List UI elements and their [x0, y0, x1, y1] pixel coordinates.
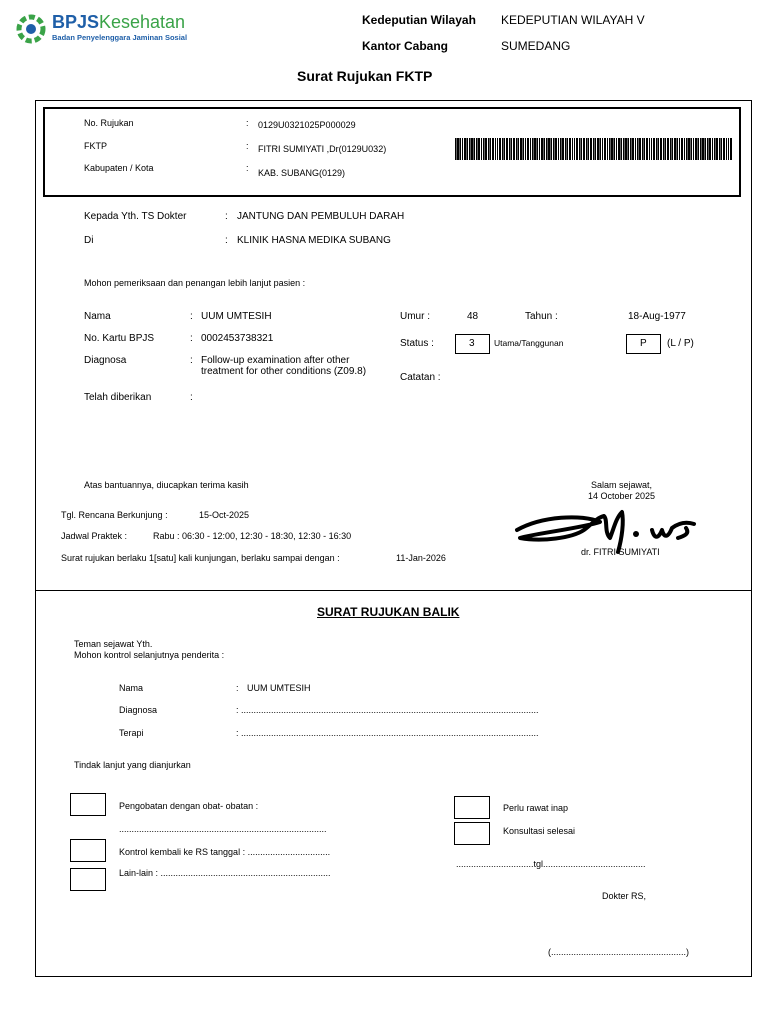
- diagnosa-line-2: treatment for other conditions (Z09.8): [201, 366, 367, 377]
- colon: :: [190, 311, 193, 322]
- colon: :: [190, 392, 193, 403]
- doctor-name: dr. FITRI SUMIYATI: [581, 547, 660, 557]
- kantor-label: Kantor Cabang: [362, 39, 449, 53]
- mohon-text: Mohon kontrol selanjutnya penderita :: [74, 650, 225, 660]
- diagnosa-line-1: Follow-up examination after other: [201, 355, 350, 366]
- tgl-line: ...............................tgl.........................................: [456, 859, 646, 869]
- umur-value: 48: [467, 311, 479, 322]
- colon: :: [225, 211, 228, 222]
- thanks-text: Atas bantuannya, diucapkan terima kasih: [84, 480, 249, 490]
- rencana-value: 15-Oct-2025: [199, 510, 250, 520]
- tanggal-lahir-value: 18-Aug-1977: [628, 311, 686, 322]
- salam-text: Salam sejawat,: [591, 480, 653, 490]
- kepada-value: JANTUNG DAN PEMBULUH DARAH: [237, 211, 405, 222]
- catatan-label: Catatan :: [400, 372, 441, 383]
- opt-konsul-label: Konsultasi selesai: [503, 826, 576, 836]
- bpjs-logo: [16, 12, 196, 46]
- bpjs-emblem-icon: [16, 14, 46, 44]
- no-rujukan-label: No. Rujukan: [84, 118, 134, 128]
- logo-name: Kesehatan: [99, 12, 186, 32]
- colon: :: [246, 118, 249, 128]
- kepada-label: Kepada Yth. TS Dokter: [84, 211, 187, 222]
- tahun-label: Tahun :: [525, 311, 558, 322]
- signature-line: (......................................................): [548, 947, 690, 957]
- kabupaten-label: Kabupaten / Kota: [84, 163, 154, 173]
- logo-tagline: Badan Penyelenggara Jaminan Sosial: [52, 33, 188, 42]
- checkbox-kontrol[interactable]: [70, 839, 106, 862]
- section-divider: [35, 590, 752, 591]
- colon: :: [190, 333, 193, 344]
- status-label: Status :: [400, 338, 434, 349]
- status-desc: Utama/Tanggunan: [494, 338, 564, 348]
- barcode: [455, 138, 733, 160]
- kartu-label: No. Kartu BPJS: [84, 333, 155, 344]
- balik-diagnosa-label: Diagnosa: [119, 705, 158, 715]
- kedeputian-value: KEDEPUTIAN WILAYAH V: [501, 13, 645, 27]
- dokter-rs-label: Dokter RS,: [602, 891, 647, 901]
- jadwal-label: Jadwal Praktek :: [61, 531, 128, 541]
- balik-nama-value: UUM UMTESIH: [247, 683, 311, 693]
- colon: :: [236, 683, 239, 693]
- kartu-value: 0002453738321: [201, 333, 274, 344]
- opt-rawat-label: Perlu rawat inap: [503, 803, 569, 813]
- berlaku-text: Surat rujukan berlaku 1[satu] kali kunjungan, berlaku sampai dengan :: [61, 553, 340, 563]
- berlaku-date: 11-Jan-2026: [396, 553, 446, 563]
- fktp-value: FITRI SUMIYATI ,Dr(0129U032): [258, 144, 387, 154]
- kantor-value: SUMEDANG: [501, 39, 571, 53]
- opt-obat-dots: ...................................................................................: [119, 824, 327, 834]
- letter-date: 14 October 2025: [588, 491, 656, 501]
- balik-terapi-dots: : .......................................................................................................................: [236, 728, 539, 738]
- status-value: 3: [469, 338, 475, 349]
- nama-label: Nama: [84, 311, 111, 322]
- balik-terapi-label: Terapi: [119, 728, 144, 738]
- sex-value: P: [640, 338, 647, 349]
- rencana-label: Tgl. Rencana Berkunjung :: [61, 510, 168, 520]
- jadwal-value: Rabu : 06:30 - 12:00, 12:30 - 18:30, 12:30 - 16:30: [153, 531, 352, 541]
- page-title: Surat Rujukan FKTP: [297, 68, 433, 84]
- logo-brand: BPJS: [52, 12, 100, 32]
- colon: :: [190, 355, 193, 366]
- opt-lain-label: Lain-lain : ....................................................................: [119, 868, 331, 878]
- diagnosa-label: Diagnosa: [84, 355, 127, 366]
- colon: :: [225, 235, 228, 246]
- balik-diagnosa-dots: : .......................................................................................................................: [236, 705, 539, 715]
- sex-options: (L / P): [667, 338, 694, 349]
- colon: :: [246, 163, 249, 173]
- telah-label: Telah diberikan: [84, 392, 152, 403]
- balik-title: SURAT RUJUKAN BALIK: [317, 605, 460, 619]
- checkbox-konsultasi[interactable]: [454, 822, 490, 845]
- kedeputian-label: Kedeputian Wilayah: [362, 13, 476, 27]
- di-label: Di: [84, 235, 94, 246]
- request-text: Mohon pemeriksaan dan penangan lebih lanjut pasien :: [84, 278, 306, 288]
- colon: :: [246, 141, 249, 151]
- opt-kontrol-label: Kontrol kembali ke RS tanggal : .................................: [119, 847, 331, 857]
- nama-value: UUM UMTESIH: [201, 311, 272, 322]
- tindak-text: Tindak lanjut yang dianjurkan: [74, 760, 191, 770]
- checkbox-lain[interactable]: [70, 868, 106, 891]
- no-rujukan-value: 0129U0321025P000029: [258, 120, 356, 130]
- balik-nama-label: Nama: [119, 683, 144, 693]
- opt-obat-label: Pengobatan dengan obat- obatan :: [119, 801, 259, 811]
- kabupaten-value: KAB. SUBANG(0129): [258, 168, 346, 178]
- fktp-label: FKTP: [84, 141, 108, 151]
- teman-text: Teman sejawat Yth.: [74, 639, 153, 649]
- checkbox-rawat-inap[interactable]: [454, 796, 490, 819]
- checkbox-obat[interactable]: [70, 793, 106, 816]
- di-value: KLINIK HASNA MEDIKA SUBANG: [237, 235, 391, 246]
- umur-label: Umur :: [400, 311, 430, 322]
